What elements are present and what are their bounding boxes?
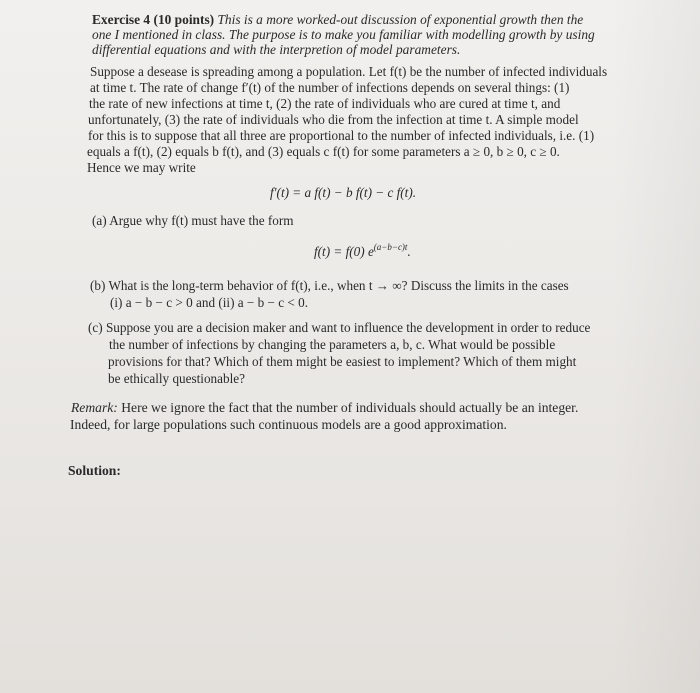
part-b-line-2: (i) a − b − c > 0 and (ii) a − b − c < 0. — [110, 295, 309, 310]
part-a-label: (a) — [92, 213, 107, 228]
part-a-equation-end: . — [407, 244, 411, 259]
part-a-equation — [314, 242, 411, 260]
exercise-intro-line-2: one I mentioned in class. The purpose is to make you familiar with modelling growth by using — [92, 27, 595, 42]
part-b-text-1: What is the long-term behavior of f(t), i.e., when t → ∞? Discuss the limits in the cases — [108, 278, 569, 293]
solution-label: Solution: — [68, 463, 121, 478]
part-c-line-2: the number of infections by changing the parameters a, b, c. What would be possible — [109, 337, 556, 352]
main-equation: f′(t) = a f(t) − b f(t) − c f(t). — [270, 185, 417, 200]
part-a-line — [92, 213, 294, 229]
exercise-heading-line — [92, 12, 583, 28]
part-b-line-1 — [90, 278, 569, 294]
part-c-label: (c) — [88, 320, 103, 335]
body-line-2: at time t. The rate of change f′(t) of the number of infections depends on several things: (1) — [90, 80, 570, 95]
body-line-6: equals a f(t), (2) equals b f(t), and (3) equals c f(t) for some parameters a ≥ 0, b ≥ 0, c ≥ 0. — [87, 144, 560, 159]
body-line-7: Hence we may write — [87, 160, 196, 175]
remark-label: Remark: — [71, 400, 118, 415]
body-line-3: the rate of new infections at time t, (2) the rate of individuals who are cured at time t, and — [89, 96, 561, 111]
remark-line-1 — [71, 400, 578, 416]
part-a-equation-base: f(t) = f(0) e — [314, 244, 374, 259]
body-line-1: Suppose a desease is spreading among a population. Let f(t) be the number of infected individuals — [90, 64, 608, 79]
part-c-line-3: provisions for that? Which of them might be easiest to implement? Which of them might — [108, 354, 577, 369]
body-line-4: unfortunately, (3) the rate of individuals who die from the infection at time t. A simple model — [88, 112, 579, 127]
exercise-heading: Exercise 4 (10 points) — [92, 12, 215, 27]
part-c-text-1: Suppose you are a decision maker and want to influence the development in order to reduce — [105, 320, 591, 335]
body-line-5: for this is to suppose that all three are proportional to the number of infected individuals, i.e. (1) — [88, 128, 595, 143]
part-a-equation-exponent: (a−b−c)t — [373, 242, 408, 252]
part-c-line-4: be ethically questionable? — [108, 371, 245, 386]
part-c-line-1 — [88, 320, 590, 336]
remark-line-2: Indeed, for large populations such continuous models are a good approximation. — [70, 417, 507, 432]
remark-text-1: Here we ignore the fact that the number of individuals should actually be an integer. — [121, 400, 579, 415]
exercise-intro-line-1: This is a more worked-out discussion of exponential growth then the — [217, 12, 584, 27]
exercise-intro-line-3: differential equations and with the interpretion of model parameters. — [92, 42, 461, 57]
part-a-text: Argue why f(t) must have the form — [109, 213, 294, 228]
part-b-label: (b) — [90, 278, 106, 293]
page-shadow — [610, 0, 700, 693]
